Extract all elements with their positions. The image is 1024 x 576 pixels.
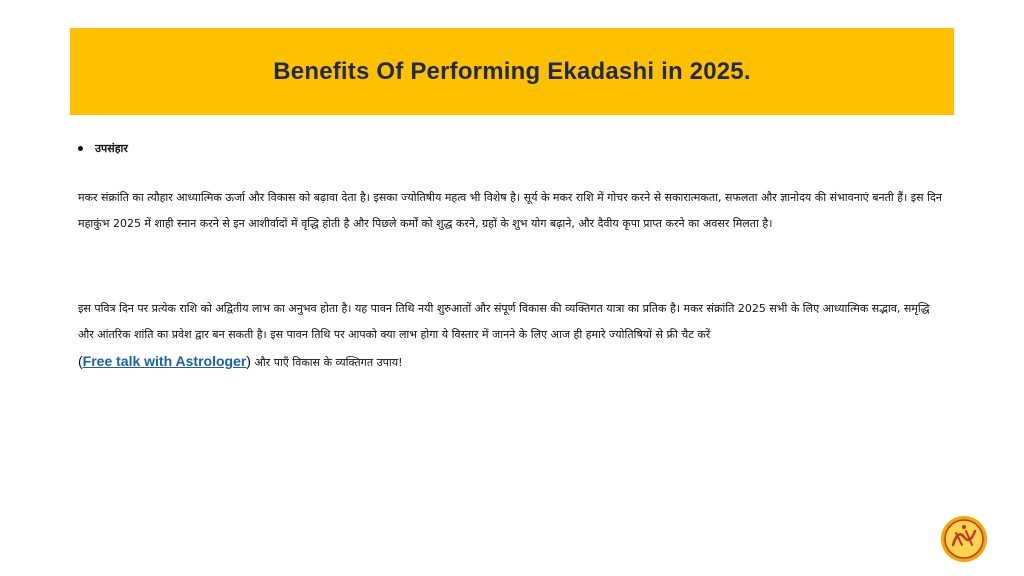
close-paren: ) [246, 353, 251, 369]
paragraph-2-text: इस पवित्र दिन पर प्रत्येक राशि को अद्वितीय लाभ का अनुभव होता है। यह पावन तिथि नयी शुरुआतों और संपूर्ण विकास की व्यक्तिगत यात्रा का प्रतिक है। मकर संक्रांति 2025 सभी के लिए आध्यात्मिक सद्भाव, समृद्धि और आंतरिक शांति का प्रवेश द्वार बन सकती है। इस पावन तिथि पर आपको क्या लाभ होगा ये विस्तार में जानने के लिए आज ही हमारे ज्योतिषियों से फ्री चैट करें [78, 302, 930, 341]
paragraph-2 [78, 296, 948, 376]
paragraph-2-tail: और पाएँ विकास के व्यक्तिगत उपाय! [250, 356, 403, 369]
title-banner [70, 28, 954, 115]
free-talk-link[interactable]: Free talk with Astrologer [82, 353, 247, 369]
page-title: Benefits Of Performing Ekadashi in 2025. [273, 57, 751, 85]
bullet-dot-icon [78, 146, 83, 151]
section-bullet [78, 141, 128, 156]
section-heading: उपसंहार [95, 142, 128, 155]
paragraph-1: मकर संक्रांति का त्यौहार आध्यात्मिक ऊर्जा और विकास को बढ़ावा देता है। इसका ज्योतिषीय महत्व भी विशेष है। सूर्य के मकर राशि में गोचर करने से सकारात्मकता, सफलता और ज्ञानोदय की संभावनाएं बनती हैं। इस दिन महाकुंभ 2025 में शाही स्नान करने से इन आशीर्वादों में वृद्धि होती है और पिछले कर्मों को शुद्ध करने, ग्रहों के शुभ योग बढ़ाने, और दैवीय कृपा प्राप्त करने का अवसर मिलता है। [78, 191, 942, 230]
astrology-logo-icon [940, 515, 988, 563]
open-paren: ( [78, 353, 83, 369]
